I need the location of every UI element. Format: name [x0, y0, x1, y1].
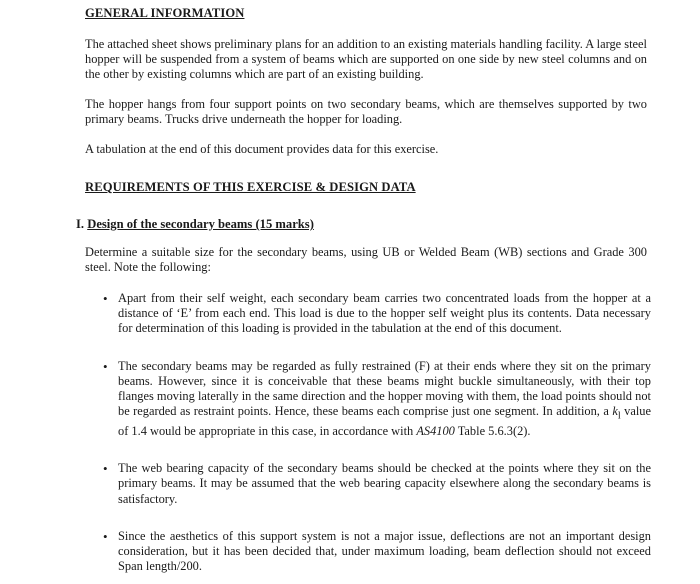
bullet-item-3 [103, 461, 651, 507]
bullet-2-mid: value of 1.4 would be appropriate in this case, in accordance with [118, 404, 651, 438]
k-subscript: l [617, 410, 621, 422]
bullet-dot-icon: • [103, 528, 108, 544]
bullet-2-main: The secondary beams may be regarded as fully restrained (F) at their ends where they sit on the primary beams. However, since it is conceivable that these beams might buckle simultaneously, with their top flanges moving laterally in the same direction and the hopper moving with them, the load points should not be regarded as restraint points. Hence, these beams each comprise just one segment. In addition, a [118, 358, 651, 419]
section-1-intro: Determine a suitable size for the secondary beams, using UB or Welded Beam (WB) sections and Grade 300 steel. Note the following: [85, 245, 647, 275]
bullet-text-3: The web bearing capacity of the secondary beams should be checked at the points where they sit on the primary beams. It may be assumed that the web bearing capacity elsewhere along the secondary beams is satisfactory. [118, 461, 651, 506]
bullet-dot-icon: • [103, 461, 108, 477]
bullet-dot-icon: • [103, 358, 108, 374]
requirements-bullet-list [103, 291, 651, 574]
bullet-text-4: Since the aesthetics of this support system is not a major issue, deflections are not an important design consideration, but it has been decided that, under maximum loading, beam deflection should not exceed Span length/200. [118, 528, 651, 574]
k-symbol: k [612, 404, 618, 419]
bullet-text-1: Apart from their self weight, each secondary beam carries two concentrated loads from the hopper at a distance of ‘E’ from each end. This load is due to the hopper self weight plus its contents. Data necessary for determination of this loading is provided in the tabulation at the end of this document. [118, 291, 651, 336]
section-1-number: I. [76, 217, 85, 231]
section-1-title [76, 217, 314, 232]
intro-paragraph-1: The attached sheet shows preliminary plans for an addition to an existing materials handling facility. A large steel hopper will be suspended from a system of beams which are supported on one side by new steel columns and on the other by existing columns which are part of an existing building. [85, 37, 647, 82]
standard-reference: AS4100 [416, 423, 455, 438]
requirements-heading: REQUIREMENTS OF THIS EXERCISE & DESIGN DATA [85, 180, 416, 194]
bullet-text-2 [118, 359, 651, 438]
intro-paragraph-3: A tabulation at the end of this document provides data for this exercise. [85, 142, 439, 156]
bullet-item-2 [103, 359, 651, 439]
bullet-item-1 [103, 291, 651, 337]
bullet-item-4 [103, 529, 651, 575]
general-information-heading: GENERAL INFORMATION [85, 6, 245, 20]
intro-paragraph-2: The hopper hangs from four support points on two secondary beams, which are themselves supported by two primary beams. Trucks drive underneath the hopper for loading. [85, 97, 647, 127]
bullet-dot-icon: • [103, 291, 108, 306]
bullet-2-end: Table 5.6.3(2). [457, 423, 531, 438]
section-1-label: Design of the secondary beams (15 marks) [87, 217, 314, 231]
